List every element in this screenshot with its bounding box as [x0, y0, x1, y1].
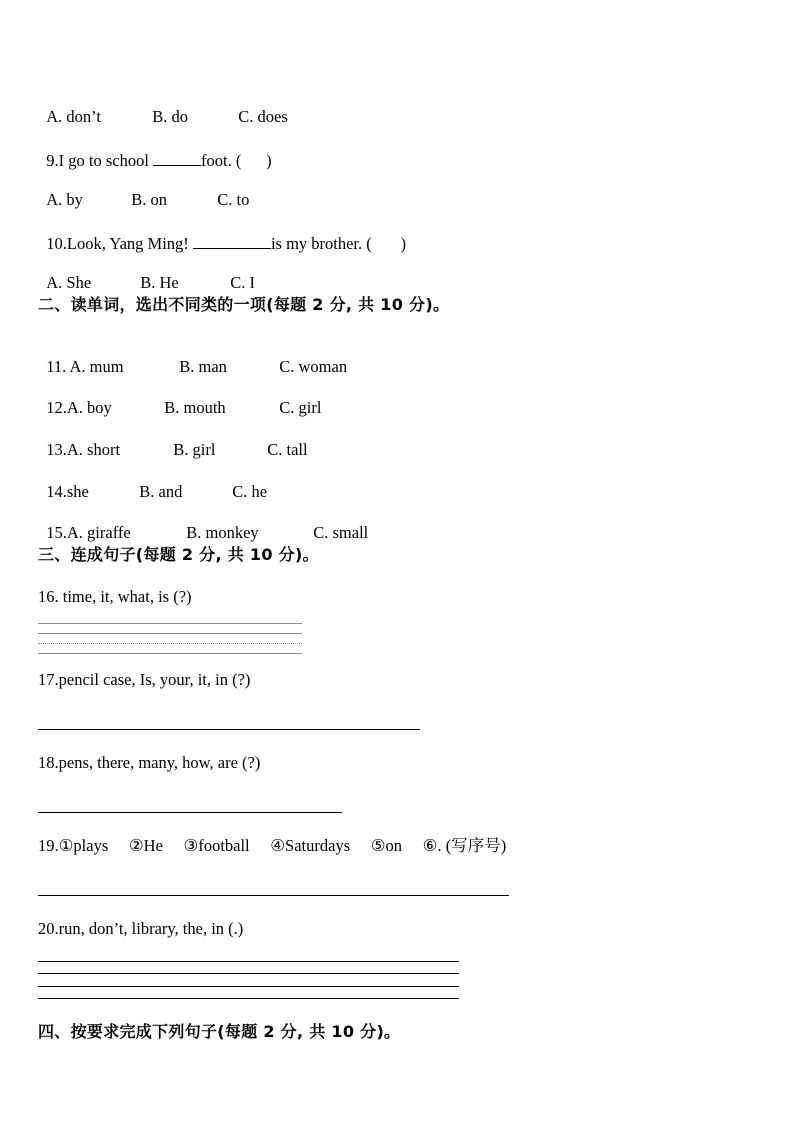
q11-option-a: 11. A. mum	[46, 357, 124, 376]
q9-stem-before: 9.I go to school	[46, 151, 154, 170]
q15-option-b: B. monkey	[186, 523, 259, 542]
q8-option-a: A. don’t	[46, 107, 101, 126]
q9-options	[38, 170, 249, 210]
q12-option-c: C. girl	[279, 398, 322, 417]
q12-option-b: B. mouth	[164, 398, 226, 417]
q16-writing-line-1	[38, 623, 302, 624]
q9-option-b: B. on	[131, 190, 168, 209]
q16-writing-line-3	[38, 643, 302, 644]
q18-text: 18.pens, there, many, how, are (?)	[38, 753, 261, 772]
q20-writing-line-1	[38, 961, 459, 962]
q8-option-b: B. do	[152, 107, 189, 126]
q17-text: 17.pencil case, Is, your, it, in (?)	[38, 670, 251, 689]
q10-options	[38, 253, 255, 293]
q10-option-b: B. He	[140, 273, 179, 292]
q12-option-a: 12.A. boy	[46, 398, 112, 417]
q19-answer-line	[38, 895, 509, 896]
q11-row	[38, 337, 347, 377]
q15-option-a: 15.A. giraffe	[46, 523, 131, 542]
q20-writing-line-2	[38, 973, 459, 974]
q13-row	[38, 420, 308, 460]
q20-writing-line-3	[38, 986, 459, 987]
q10-option-c: C. I	[230, 273, 255, 292]
q18-answer-line	[38, 812, 342, 813]
q13-option-c: C. tall	[267, 440, 308, 459]
q17-answer-line	[38, 729, 420, 730]
q10-stem	[38, 212, 406, 254]
q20-text: 20.run, don’t, library, the, in (.)	[38, 919, 244, 938]
section-4-heading: 四、按要求完成下列句子(每题 2 分, 共 10 分)。	[38, 1022, 401, 1041]
q19-text: 19.①plays ②He ③football ④Saturdays ⑤on ⑥. (写序号)	[38, 836, 507, 855]
q16-writing-line-4	[38, 653, 302, 654]
q14-option-a: 14.she	[46, 482, 89, 501]
q8-option-c: C. does	[238, 107, 288, 126]
q11-option-b: B. man	[179, 357, 227, 376]
q8-options	[38, 87, 288, 127]
q9-answer-blank	[153, 149, 201, 166]
q15-option-c: C. small	[313, 523, 369, 542]
q16-text: 16. time, it, what, is (?)	[38, 587, 192, 606]
q14-option-b: B. and	[139, 482, 183, 501]
q9-stem	[38, 129, 272, 171]
q10-stem-before: 10.Look, Yang Ming!	[46, 234, 193, 253]
q20-writing-line-4	[38, 998, 459, 999]
q13-option-a: 13.A. short	[46, 440, 121, 459]
q15-row	[38, 503, 368, 543]
section-2-heading: 二、读单词，选出不同类的一项(每题 2 分, 共 10 分)。	[38, 295, 450, 314]
q9-stem-after: foot. ( )	[201, 151, 272, 170]
q10-option-a: A. She	[46, 273, 92, 292]
q10-answer-blank	[193, 232, 271, 249]
q16-writing-line-2	[38, 633, 302, 634]
q9-option-c: C. to	[217, 190, 250, 209]
q14-row	[38, 462, 267, 502]
q11-option-c: C. woman	[279, 357, 348, 376]
section-3-heading: 三、连成句子(每题 2 分, 共 10 分)。	[38, 545, 319, 564]
q12-row	[38, 378, 321, 418]
q14-option-c: C. he	[232, 482, 268, 501]
q13-option-b: B. girl	[173, 440, 216, 459]
q10-stem-after: is my brother. ( )	[270, 234, 407, 253]
q9-option-a: A. by	[46, 190, 83, 209]
